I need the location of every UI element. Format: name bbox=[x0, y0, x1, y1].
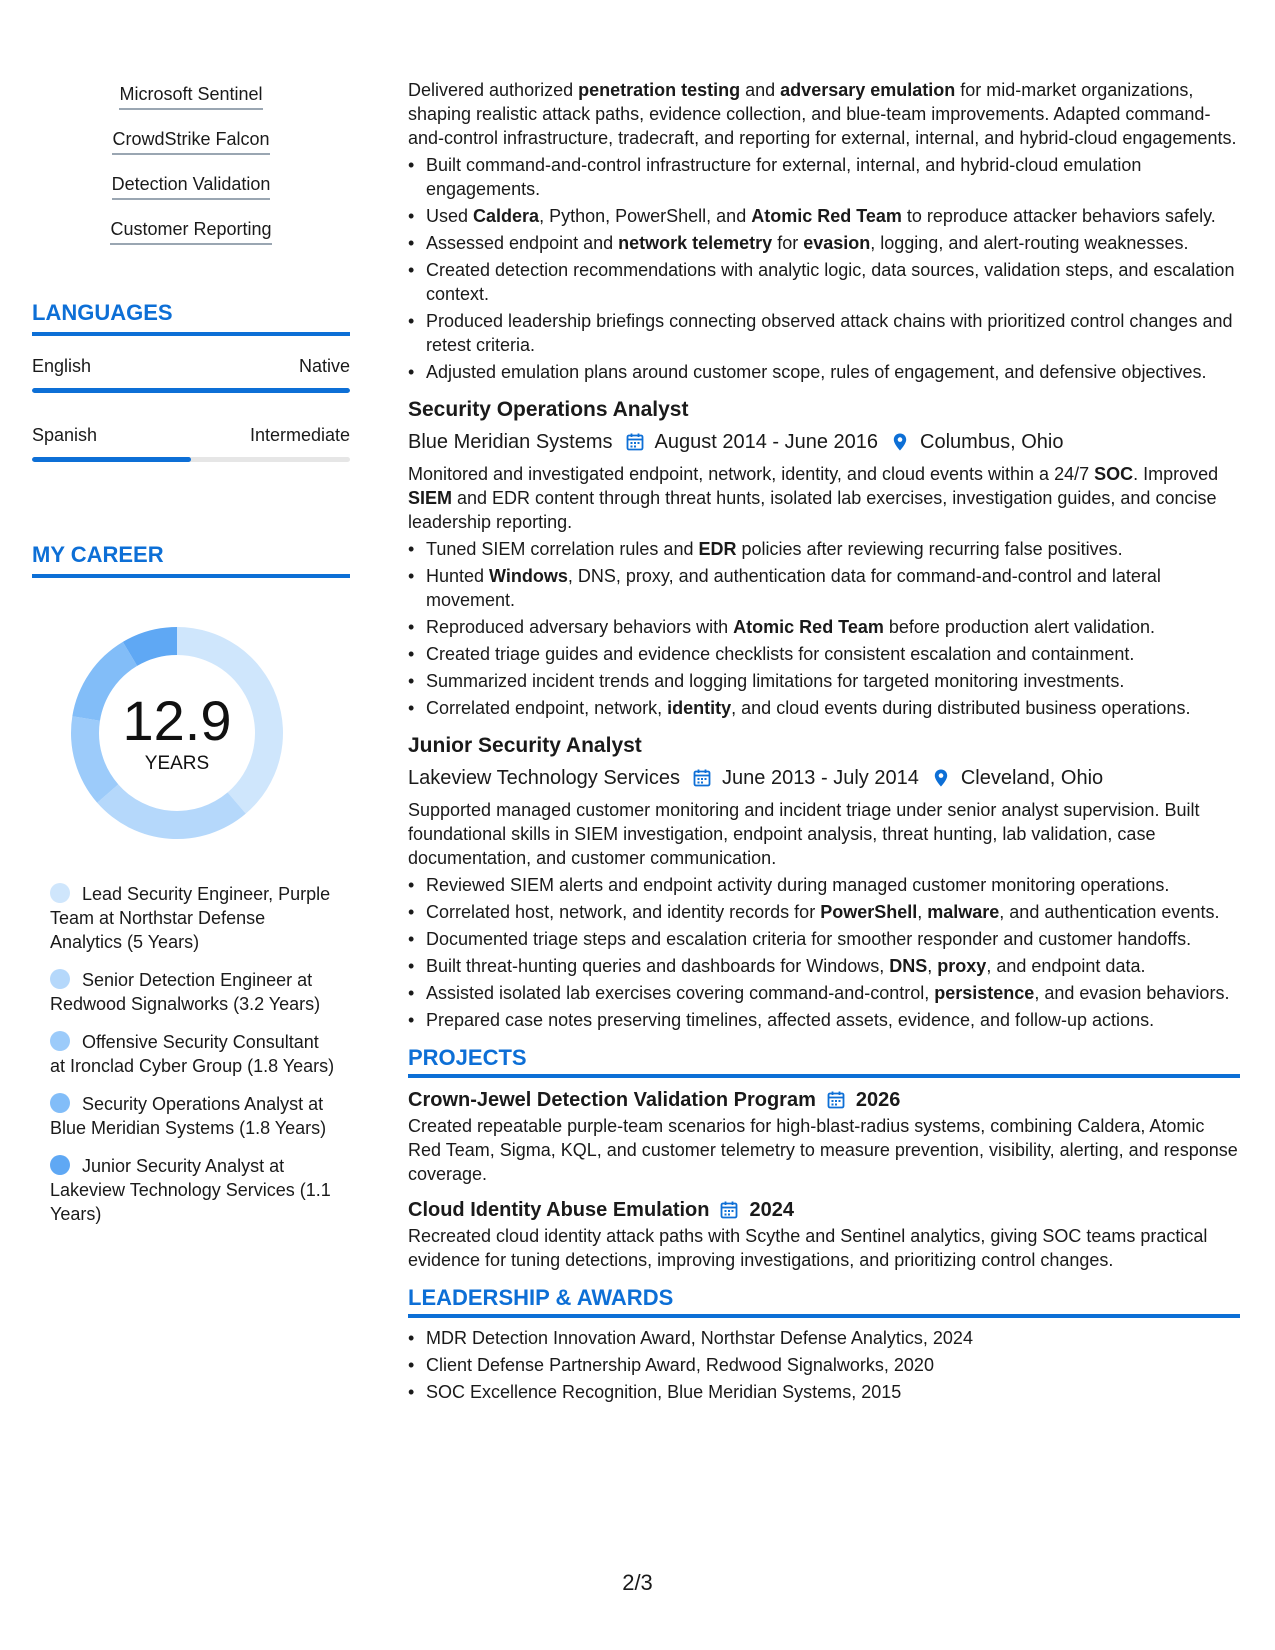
job-meta bbox=[408, 764, 1240, 792]
language-name: Spanish bbox=[32, 425, 98, 445]
bullet-item: • Created triage guides and evidence checklists for consistent escalation and containment. bbox=[408, 642, 1240, 666]
project-entry bbox=[408, 1086, 1240, 1186]
calendar-icon bbox=[625, 432, 645, 452]
bullet-item: • Assisted isolated lab exercises covering command-and-control, persistence, and evasion behaviors. bbox=[408, 981, 1240, 1005]
career-donut-chart bbox=[66, 622, 288, 844]
legend-dot bbox=[50, 1093, 70, 1113]
career-legend-item bbox=[50, 1030, 335, 1078]
career-legend-text: Senior Detection Engineer at Redwood Signalworks (3.2 Years) bbox=[50, 970, 321, 1014]
projects-heading: PROJECTS bbox=[408, 1046, 1240, 1078]
bullet-item: • Used Caldera, Python, PowerShell, and Atomic Red Team to reproduce attacker behaviors safely. bbox=[408, 204, 1240, 228]
career-legend bbox=[50, 882, 335, 1240]
career-total-value: 12.9 bbox=[122, 689, 232, 752]
language-level: Native bbox=[298, 356, 350, 376]
intro-bullets bbox=[408, 153, 1240, 384]
project-title: Cloud Identity Abuse Emulation bbox=[408, 1199, 710, 1221]
language-level: Intermediate bbox=[249, 425, 350, 445]
project-title: Crown-Jewel Detection Validation Program bbox=[408, 1089, 816, 1111]
main-column bbox=[408, 78, 1240, 1410]
job-meta bbox=[408, 428, 1240, 456]
bullet-item: • Built threat-hunting queries and dashboards for Windows, DNS, proxy, and endpoint data. bbox=[408, 954, 1240, 978]
bullet-item: • Assessed endpoint and network telemetry for evasion, logging, and alert-routing weaknesses. bbox=[408, 231, 1240, 255]
legend-dot bbox=[50, 969, 70, 989]
skill-tag: Detection Validation bbox=[112, 172, 271, 200]
bullet-item: • Adjusted emulation plans around customer scope, rules of engagement, and defensive objectives. bbox=[408, 360, 1240, 384]
career-total-unit: YEARS bbox=[144, 753, 210, 774]
skill-tag: Microsoft Sentinel bbox=[119, 82, 262, 110]
award-item: • Client Defense Partnership Award, Redwood Signalworks, 2020 bbox=[408, 1353, 1240, 1377]
career-legend-item bbox=[50, 968, 335, 1016]
bullet-item: • Correlated host, network, and identity records for PowerShell, malware, and authentication events. bbox=[408, 900, 1240, 924]
award-item: • SOC Excellence Recognition, Blue Meridian Systems, 2015 bbox=[408, 1380, 1240, 1404]
career-legend-item bbox=[50, 1154, 335, 1226]
bullet-item: • Prepared case notes preserving timelines, affected assets, evidence, and follow-up actions. bbox=[408, 1008, 1240, 1032]
job-title: Junior Security Analyst bbox=[408, 734, 642, 757]
job-summary: Monitored and investigated endpoint, network, identity, and cloud events within a 24/7 SOC. Improved SIEM and EDR content through threat hunts, isolated lab exercises, investigation guides, and concise leadership reporting. bbox=[408, 464, 1219, 532]
job-company: Lakeview Technology Services bbox=[408, 767, 681, 789]
job-title: Security Operations Analyst bbox=[408, 398, 689, 421]
language-proficiency-bar bbox=[32, 457, 350, 462]
bullet-item: • Documented triage steps and escalation criteria for smoother responder and customer handoffs. bbox=[408, 927, 1240, 951]
intro-summary: Delivered authorized penetration testing and adversary emulation for mid-market organizations, shaping realistic attack paths, evidence collection, and blue-team improvements. Adapted command-and-control infrastructure, tradecraft, and reporting for external, internal, and hybrid-cloud engagements. bbox=[408, 80, 1237, 148]
job-dates: August 2014 - June 2016 bbox=[654, 431, 879, 453]
bullet-item: • Reviewed SIEM alerts and endpoint activity during managed customer monitoring operations. bbox=[408, 873, 1240, 897]
language-proficiency-fill bbox=[32, 388, 350, 393]
language-proficiency-fill bbox=[32, 457, 191, 462]
project-description: Created repeatable purple-team scenarios for high-blast-radius systems, combining Caldera, Atomic Red Team, Sigma, KQL, and customer telemetry to measure prevention, visibility, alerting, and response coverage. bbox=[408, 1116, 1238, 1184]
award-item: • MDR Detection Innovation Award, Northstar Defense Analytics, 2024 bbox=[408, 1326, 1240, 1350]
location-pin-icon bbox=[931, 768, 951, 788]
bullet-item: • Produced leadership briefings connecting observed attack chains with prioritized control changes and retest criteria. bbox=[408, 309, 1240, 357]
language-item bbox=[32, 354, 350, 393]
job-bullets bbox=[408, 537, 1240, 720]
career-legend-item bbox=[50, 1092, 335, 1140]
job-entry bbox=[408, 732, 1240, 1032]
career-legend-text: Junior Security Analyst at Lakeview Technology Services (1.1 Years) bbox=[50, 1156, 331, 1224]
skill-tag: Customer Reporting bbox=[110, 217, 271, 245]
language-name: English bbox=[32, 356, 92, 376]
skills-list bbox=[32, 82, 350, 262]
bullet-item: • Hunted Windows, DNS, proxy, and authentication data for command-and-control and lateral movement. bbox=[408, 564, 1240, 612]
job-location: Cleveland, Ohio bbox=[960, 767, 1104, 789]
language-item bbox=[32, 423, 350, 462]
languages-section bbox=[32, 300, 350, 462]
bullet-item: • Correlated endpoint, network, identity, and cloud events during distributed business operations. bbox=[408, 696, 1240, 720]
sidebar bbox=[32, 82, 350, 1224]
career-heading: MY CAREER bbox=[32, 542, 350, 578]
job-company: Blue Meridian Systems bbox=[408, 431, 613, 453]
bullet-item: • Tuned SIEM correlation rules and EDR policies after reviewing recurring false positives. bbox=[408, 537, 1240, 561]
career-legend-text: Offensive Security Consultant at Ironclad Cyber Group (1.8 Years) bbox=[50, 1032, 335, 1076]
bullet-item: • Summarized incident trends and logging limitations for targeted monitoring investments. bbox=[408, 669, 1240, 693]
bullet-item: • Reproduced adversary behaviors with Atomic Red Team before production alert validation. bbox=[408, 615, 1240, 639]
languages-heading: LANGUAGES bbox=[32, 300, 350, 336]
job-bullets bbox=[408, 873, 1240, 1032]
job-entry bbox=[408, 396, 1240, 720]
calendar-icon bbox=[692, 768, 712, 788]
legend-dot bbox=[50, 1155, 70, 1175]
career-legend-text: Lead Security Engineer, Purple Team at Northstar Defense Analytics (5 Years) bbox=[50, 884, 331, 952]
awards-heading: LEADERSHIP & AWARDS bbox=[408, 1286, 1240, 1318]
project-description: Recreated cloud identity attack paths with Scythe and Sentinel analytics, giving SOC teams practical evidence for tuning detections, improving investigations, and prioritizing control changes. bbox=[408, 1226, 1208, 1270]
calendar-icon bbox=[719, 1200, 739, 1220]
career-legend-text: Security Operations Analyst at Blue Meridian Systems (1.8 Years) bbox=[50, 1094, 327, 1138]
job-summary: Supported managed customer monitoring and incident triage under senior analyst supervision. Built foundational skills in SIEM investigation, endpoint analysis, threat hunting, lab validation, case documentation, and customer communication. bbox=[408, 800, 1200, 868]
awards-list bbox=[408, 1326, 1240, 1404]
awards-section bbox=[408, 1286, 1240, 1404]
page-number: 2/3 bbox=[622, 1570, 653, 1595]
location-pin-icon bbox=[890, 432, 910, 452]
career-legend-item bbox=[50, 882, 335, 954]
job-dates: June 2013 - July 2014 bbox=[722, 767, 919, 789]
bullet-item: • Created detection recommendations with analytic logic, data sources, validation steps, and escalation context. bbox=[408, 258, 1240, 306]
project-year: 2024 bbox=[749, 1199, 794, 1221]
job-location: Columbus, Ohio bbox=[920, 431, 1064, 453]
legend-dot bbox=[50, 1031, 70, 1051]
bullet-item: • Built command-and-control infrastructure for external, internal, and hybrid-cloud emulation engagements. bbox=[408, 153, 1240, 201]
career-section bbox=[32, 542, 350, 1224]
skill-tag: CrowdStrike Falcon bbox=[112, 127, 269, 155]
language-proficiency-bar bbox=[32, 388, 350, 393]
project-entry bbox=[408, 1196, 1240, 1272]
calendar-icon bbox=[826, 1090, 846, 1110]
legend-dot bbox=[50, 883, 70, 903]
projects-section bbox=[408, 1046, 1240, 1272]
project-year: 2026 bbox=[855, 1089, 901, 1111]
